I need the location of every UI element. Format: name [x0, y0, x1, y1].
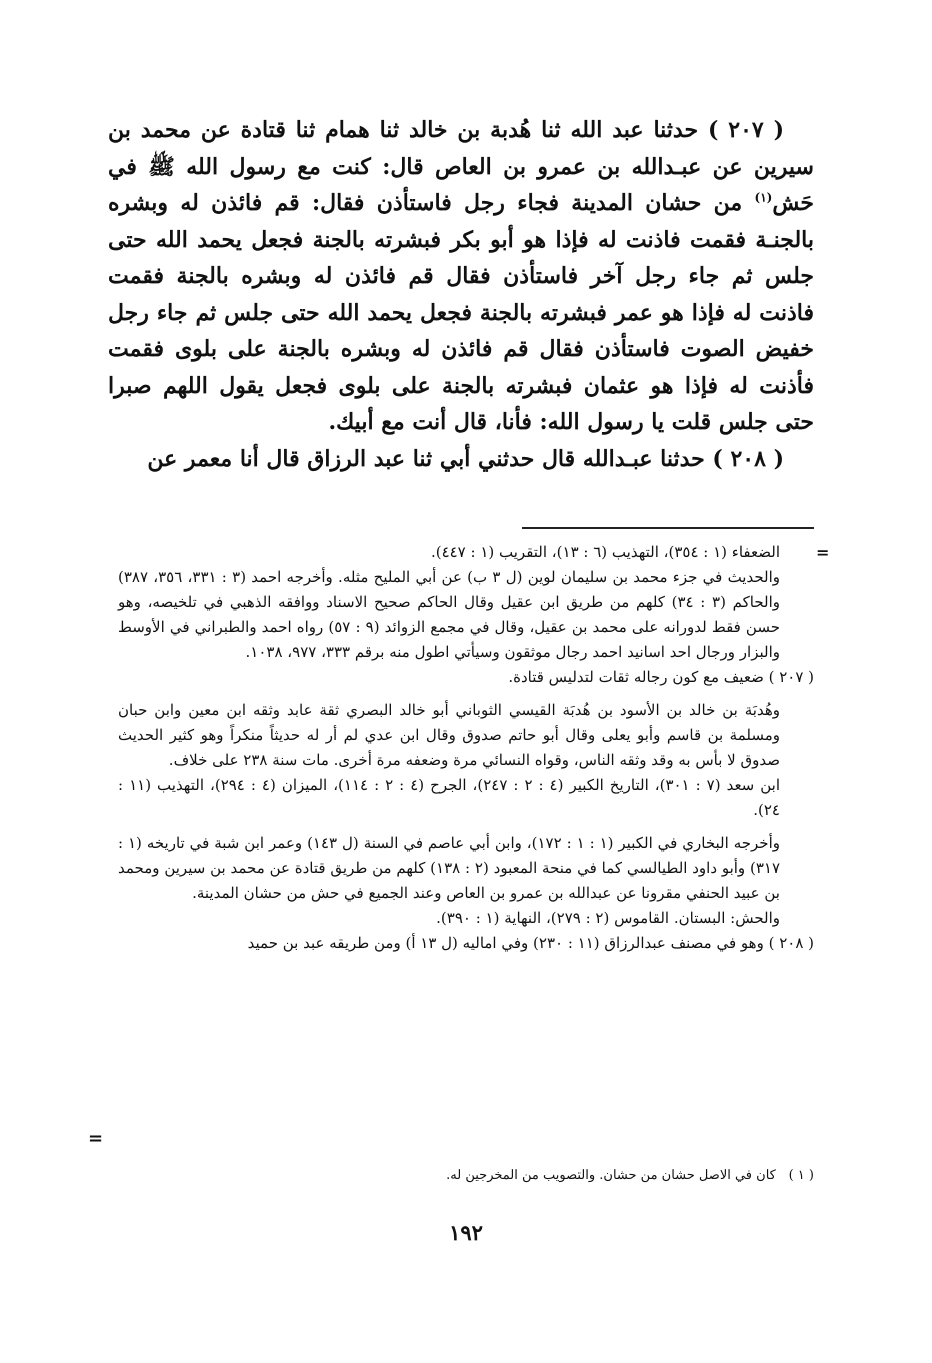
note-207-sources: ابن سعد (٧ : ٣٠١)، التاريخ الكبير (٤ : ٢ : ٢٤٧)، الجرح (٤ : ٢ : ١١٤)، الميزان (٤ : ٢٩٤)، التهذيب (١١ : ٢٤). [118, 776, 781, 819]
footnote-text: كان في الاصل حشان من حشان. والتصويب من المخرجين له. [446, 1168, 776, 1183]
note-207-hash: والحش: البستان. القاموس (٢ : ٢٧٩)، النهاية (١ : ٣٩٠). [436, 909, 780, 927]
footnote [118, 1166, 814, 1186]
note-208: ( ٢٠٨ ) وهو في مصنف عبدالرزاق (١١ : ٢٣٠) وفي اماليه (ل ١٣ أ) ومن طريقه عبد بن حميد [247, 934, 814, 952]
note-208-continuation-mark: = [88, 1128, 104, 1149]
hadith-207-text-rest: من حشان المدينة فجاء رجل فاستأذن فقال: قم فائذن له وبشره بالجنـة فقمت فاذنت له فإذا هو أبو بكر فبشرته بالجنة فجعل يحمد الله حتى جلس ثم جاء رجل آخر فاستأذن فقال قم فائذن له وبشره بالجنة فقمت فاذنت له فإذا هو عمر فبشرته بالجنة فجعل يحمد الله حتى جلس ثم جاء رجل خفيض الصوت فاستأذن فقال قم فائذن له وبشره بالجنة على بلوى فقمت فأذنت له فإذا هو عثمان فبشرته بالجنة على بلوى فجعل يقول اللهم صبرا حتى جلس قلت يا رسول الله: فأنا، قال أنت مع أبيك. [108, 190, 815, 435]
hadith-208: ( ٢٠٨ ) حدثنا عبـدالله قال حدثني أبي ثنا عبد الرزاق قال أنا معمر عن [147, 445, 784, 472]
footnote-number: ( ١ ) [788, 1168, 814, 1183]
hadith-207-text: ( ٢٠٧ ) حدثنا عبد الله ثنا هُدبة بن خالد ثنا همام ثنا قتادة عن محمد بن سيرين عن عبـدالله بن عمرو بن العاص قال: كنت مع رسول الله ﷺ في حَش [108, 117, 815, 216]
prev-references: الضعفاء (١ : ٣٥٤)، التهذيب (٦ : ١٣)، التقريب (١ : ٤٤٧). [430, 543, 780, 561]
footnote-reference: (١) [754, 190, 773, 205]
separator-rule [522, 527, 814, 529]
note-207-takhrij: وأخرجه البخاري في الكبير (١ : ١ : ١٧٢)، وابن أبي عاصم في السنة (ل ١٤٣) وعمر ابن شبة في تاريخه (١ : ٣١٧) وأبو داود الطيالسي كما في منحة المعبود (٢ : ١٣٨) كلهم من طريق قتادة عن محمد بن سيرين ومحمد بن عبيد الحنفي مقرونا عن عبدالله بن عمرو بن العاص وعند الجميع في حش من حشان المدينة. [118, 834, 780, 902]
page-number: ١٩٢ [449, 1220, 483, 1245]
main-text [108, 112, 814, 477]
note-207-head: ( ٢٠٧ ) ضعيف مع كون رجاله ثقات لتدليس قتادة. [508, 668, 814, 686]
annotations [118, 540, 814, 956]
hadith-207 [108, 112, 814, 441]
prev-takhrij: والحديث في جزء محمد بن سليمان لوين (ل ٣ ب) عن أبي المليح مثله. وأخرجه احمد (٣ : ٣٣١، ٣٥٦، ٣٨٧) والحاكم (٣ : ٣٤) كلهم من طريق ابن عقيل وقال الحاكم صحيح الاسناد ووافقه الذهبي في تلخيصه، وهو حسن فقط لدورانه على محمد بن عقيل، وقال في مجمع الزوائد (٩ : ٥٧) رواه احمد والطبراني في الأوسط والبزار ورجال احد اسانيد احمد رجال موثقون وسيأتي اطول منه برقم ٣٣٣، ٩٧٧، ١٠٣٨. [118, 568, 781, 661]
continuation-mark: = [816, 543, 830, 562]
note-207-hudba: وهُدبَة بن خالد بن الأسود بن هُدبَة القيسي الثوباني أبو خالد البصري ثقة عابد وثقه ابن معين وابن حبان ومسلمة بن قاسم وأبو يعلى وقال أبو حاتم صدوق وقال ابن عدي لم أر له حديثاً منكراً وهو كثير الحديث صدوق لا بأس به وقد وثقه الناس، وقواه النسائي مرة وضعفه مرة أخرى. مات سنة ٢٣٨ على خلاف. [118, 701, 780, 769]
